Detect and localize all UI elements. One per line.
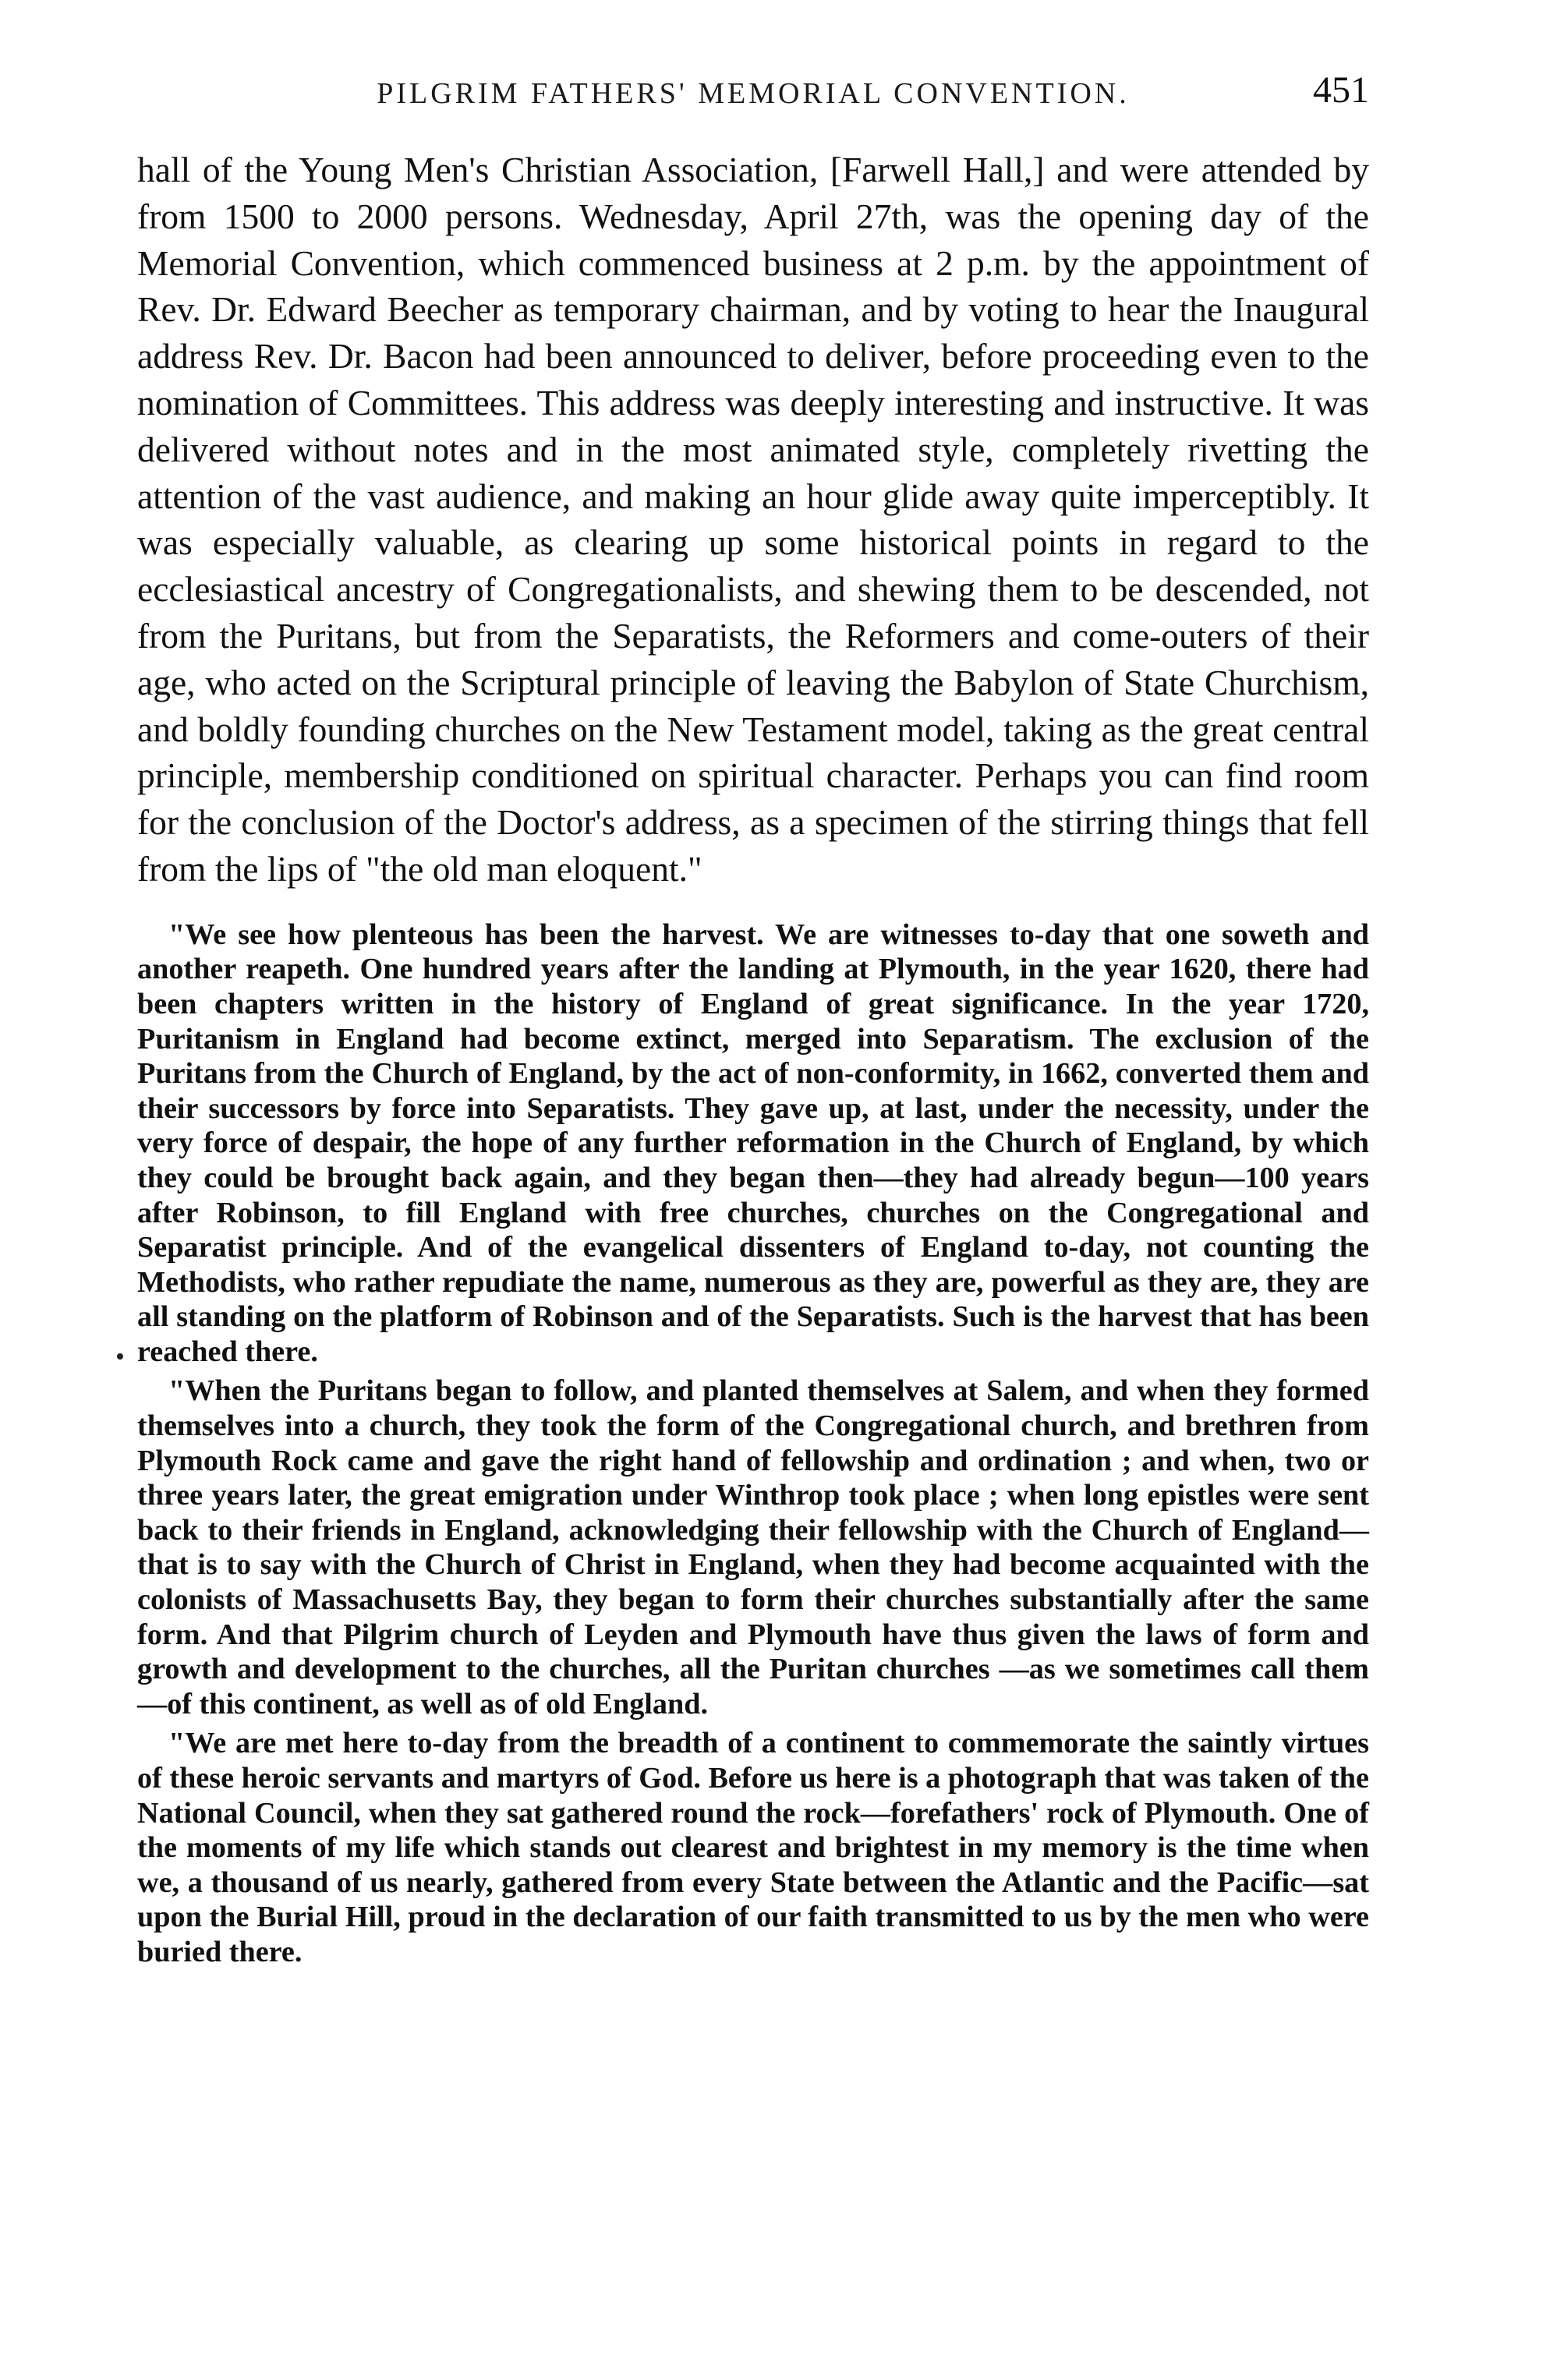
quote-paragraph-1: "We see how plenteous has been the harvest. We are witnesses to-day that one soweth and another reapeth. One hundred years after the landing at Plymouth, in the year 1620, there had been chapters written in the history of England of great significance. In the year 1720, Puritanism in England had become extinct, merged into Separatism. The exclusion of the Puritans from the Church of England, by the act of non-conformity, in 1662, converted them and their successors by force into Separatists. They gave up, at last, under the necessity, under the very force of despair, the hope of any further reformation in the Church of England, by which they could be brought back again, and they began then—they had already begun—100 years after Robinson, to fill England with free churches, churches on the Congregational and Separatist principle. And of the evangelical dissenters of England to-day, not counting the Methodists, who rather repudiate the name, numerous as they are, powerful as they are, they are all standing on the platform of Robinson and of the Separatists. Such is the harvest that has been reached there. [137, 918, 1369, 1368]
running-title: PILGRIM FATHERS' MEMORIAL CONVENTION. [377, 77, 1130, 110]
page-number: 451 [1313, 69, 1369, 111]
margin-mark: • [115, 1342, 125, 1371]
quoted-address [137, 918, 1369, 1970]
quote-paragraph-3: "We are met here to-day from the breadth of a continent to commemorate the saintly virtues of these heroic servants and martyrs of God. Before us here is a photograph that was taken of the National Council, when they sat gathered round the rock—forefathers' rock of Plymouth. One of the moments of my life which stands out clearest and brightest in my memory is the time when we, a thousand of us nearly, gathered from every State between the Atlantic and the Pacific—sat upon the Burial Hill, proud in the declaration of our faith transmitted to us by the men who were buried there. [137, 1727, 1369, 1968]
quote-paragraph-2: "When the Puritans began to follow, and planted themselves at Salem, and when they formed themselves into a church, they took the form of the Congregational church, and brethren from Plymouth Rock came and gave the right hand of fellowship and ordination ; and when, two or three years later, the great emigration under Winthrop took place ; when long epistles were sent back to their friends in England, acknowledging their fellowship with the Church of England—that is to say with the Church of Christ in England, when they had become acquainted with the colonists of Massachusetts Bay, they began to form their churches substantially after the same form. And that Pilgrim church of Leyden and Plymouth have thus given the laws of form and growth and development to the churches, all the Puritan churches —as we sometimes call them—of this continent, as well as of old England. [137, 1374, 1369, 1720]
letter-paragraph: hall of the Young Men's Christian Association, [Farwell Hall,] and were attended by from 1500 to 2000 persons. Wednesday, April 27th, was the opening day of the Memorial Convention, which commenced business at 2 p.m. by the appointment of Rev. Dr. Edward Beecher as temporary chairman, and by voting to hear the Inaugural address Rev. Dr. Bacon had been announced to deliver, before proceeding even to the nomination of Committees. This address was deeply interesting and instructive. It was delivered without notes and in the most animated style, completely rivetting the attention of the vast audience, and making an hour glide away quite imperceptibly. It was especially valuable, as clearing up some historical points in regard to the ecclesiastical ancestry of Congregationalists, and shewing them to be descended, not from the Puritans, but from the Separatists, the Reformers and come-outers of their age, who acted on the Scriptural principle of leaving the Babylon of State Churchism, and boldly founding churches on the New Testament model, taking as the great central principle, membership conditioned on spiritual character. Perhaps you can find room for the conclusion of the Doctor's address, as a specimen of the stirring things that fell from the lips of "the old man eloquent." [137, 150, 1369, 889]
body-text [137, 147, 1369, 1970]
page-header [137, 69, 1369, 123]
